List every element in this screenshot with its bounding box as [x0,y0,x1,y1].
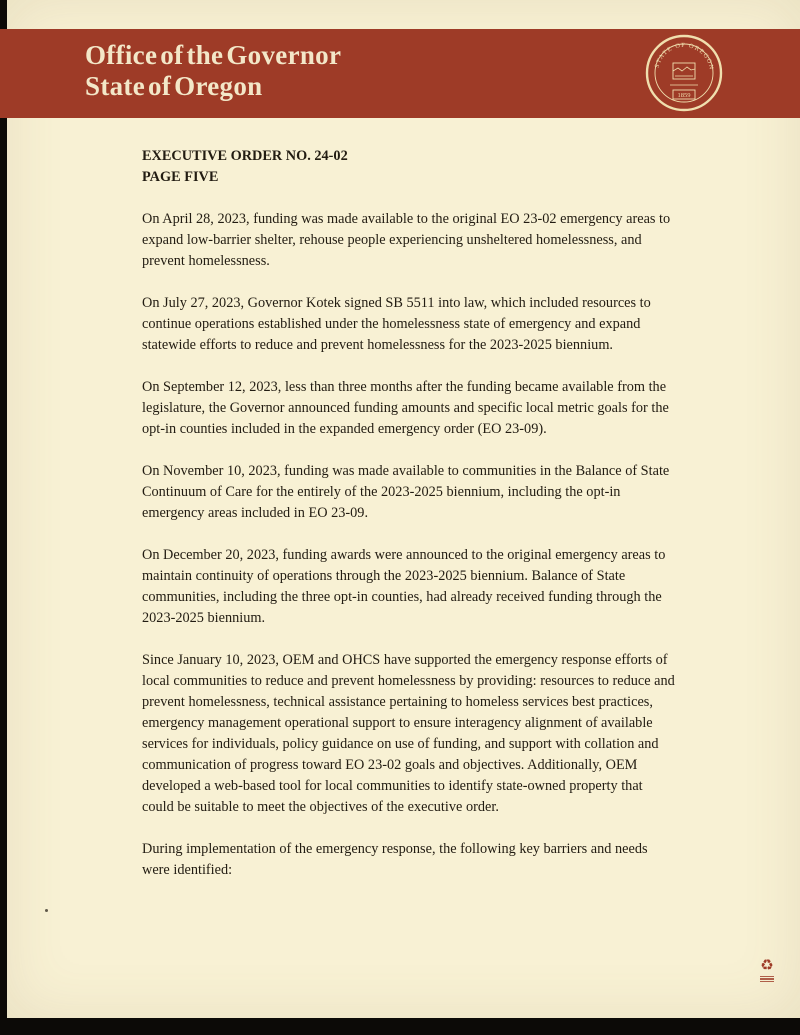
page-number: PAGE FIVE [142,169,219,185]
paragraph: On July 27, 2023, Governor Kotek signed SB 5511 into law, which included resources to continue operations established under the homelessness state of emergency and expand statewide efforts to reduce and prevent homelessness for the 2023-2025 biennium. [142,295,651,353]
banner-title-line1: Office of the Governor [85,40,342,70]
oregon-state-seal-icon [644,33,724,113]
stray-mark [45,909,48,912]
paragraph: Since January 10, 2023, OEM and OHCS have supported the emergency response efforts of local communities to reduce and prevent homelessness by providing: resources to reduce and prevent homelessness, technical assistance pertaining to homeless services best practices, emergency management operational support to ensure interagency alignment of available services for individuals, policy guidance on use of funding, and support with collation and communication of progress toward EO 23-02 goals and objectives. Additionally, OEM developed a web-based tool for local communities to identify state-owned property that could be suitable to meet the objectives of the executive order. [142,652,675,815]
paragraph: On November 10, 2023, funding was made available to communities in the Balance of State Continuum of Care for the entirely of the 2023-2025 biennium, including the opt-in emergency areas included in EO 23-09. [142,463,670,521]
seal-text-top: STATE OF OREGON [653,41,715,72]
document-body [142,146,677,881]
paragraph: On December 20, 2023, funding awards were announced to the original emergency areas to maintain continuity of operations through the 2023-2025 biennium. Balance of State communities, including the three opt-in counties, had already received funding through the 2023-2025 biennium. [142,547,666,626]
letterhead-title [85,40,341,102]
paragraph: On April 28, 2023, funding was made available to the original EO 23-02 emergency areas to expand low-barrier shelter, rehouse people experiencing unsheltered homelessness, and prevent homelessness. [142,211,671,269]
svg-text:STATE OF OREGON [654,42,715,71]
paper [7,0,800,1018]
seal-year: 1859 [677,92,691,99]
recycled-paper-mark [760,959,774,983]
recycle-icon: ♻ [760,957,774,974]
banner-title-line2: State of Oregon [85,71,263,101]
header-banner [0,29,800,118]
paragraph: During implementation of the emergency response, the following key barriers and needs were identified: [142,841,648,878]
document-title: EXECUTIVE ORDER NO. 24-02 [142,148,348,164]
paragraph: On September 12, 2023, less than three months after the funding became available from the legislature, the Governor announced funding amounts and specific local metric goals for the opt-in counties included in the expanded emergency order (EO 23-09). [142,379,669,437]
recycle-microtext [760,976,774,983]
